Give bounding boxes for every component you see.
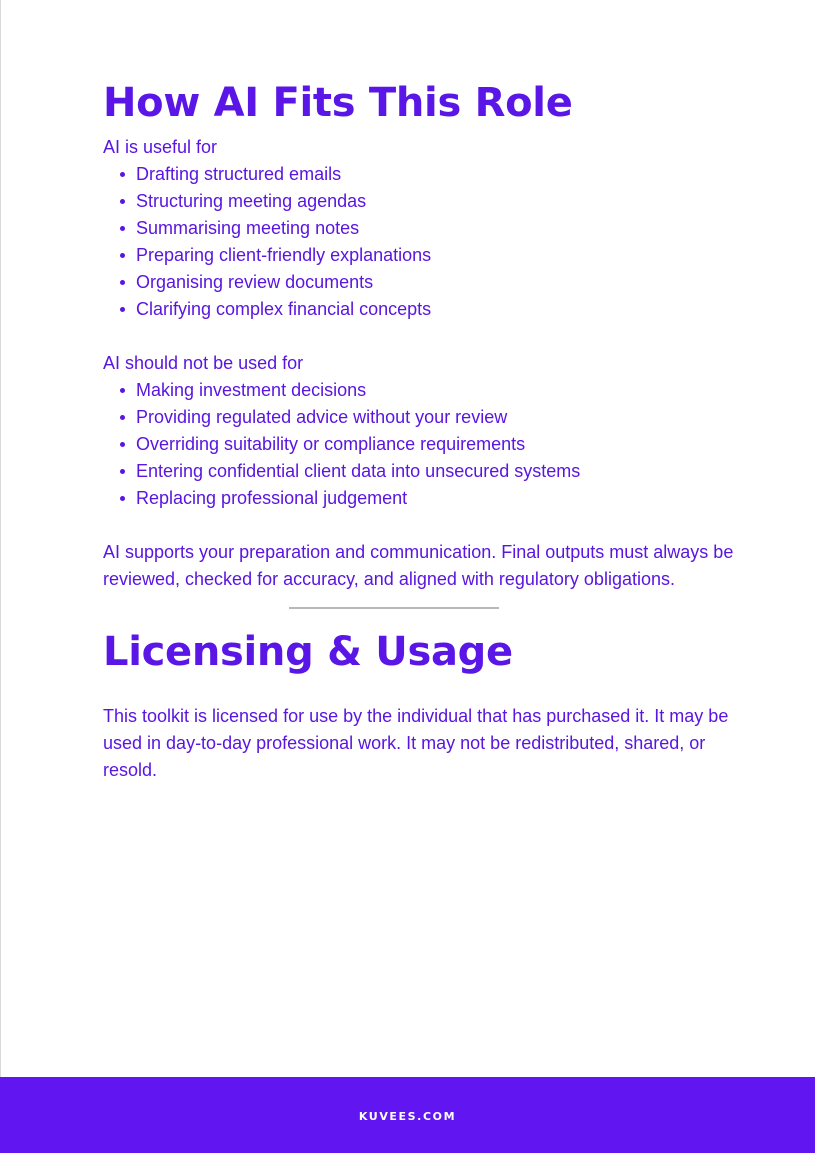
list-item: Organising review documents (136, 269, 763, 296)
section-divider (289, 607, 499, 609)
section-title-ai-role: How AI Fits This Role (103, 80, 573, 126)
useful-intro: AI is useful for (103, 137, 218, 157)
footer-website-link[interactable]: KUVEES.COM (358, 1109, 457, 1123)
list-item: Clarifying complex financial concepts (136, 296, 763, 323)
page-footer (0, 1077, 815, 1153)
list-item: Overriding suitability or compliance requirements (136, 431, 763, 458)
useful-list (103, 161, 763, 323)
list-item: Providing regulated advice without your review (136, 404, 763, 431)
list-item: Drafting structured emails (136, 161, 763, 188)
not-used-list (103, 377, 763, 512)
page-left-border (0, 0, 1, 1077)
section-title-licensing: Licensing & Usage (103, 629, 513, 675)
spacer (103, 323, 763, 350)
list-item: Preparing client-friendly explanations (136, 242, 763, 269)
summary-paragraph: AI supports your preparation and communication. Final outputs must always be reviewed, checked for accuracy, and aligned with regulatory obligations. (103, 542, 734, 589)
licensing-paragraph: This toolkit is licensed for use by the individual that has purchased it. It may be used in day-to-day professional work. It may not be redistributed, shared, or resold. (103, 706, 729, 780)
list-item: Summarising meeting notes (136, 215, 763, 242)
list-item: Replacing professional judgement (136, 485, 763, 512)
spacer (103, 512, 763, 539)
not-used-intro: AI should not be used for (103, 353, 304, 373)
list-item: Making investment decisions (136, 377, 763, 404)
list-item: Structuring meeting agendas (136, 188, 763, 215)
list-item: Entering confidential client data into unsecured systems (136, 458, 763, 485)
document-content (103, 78, 763, 784)
